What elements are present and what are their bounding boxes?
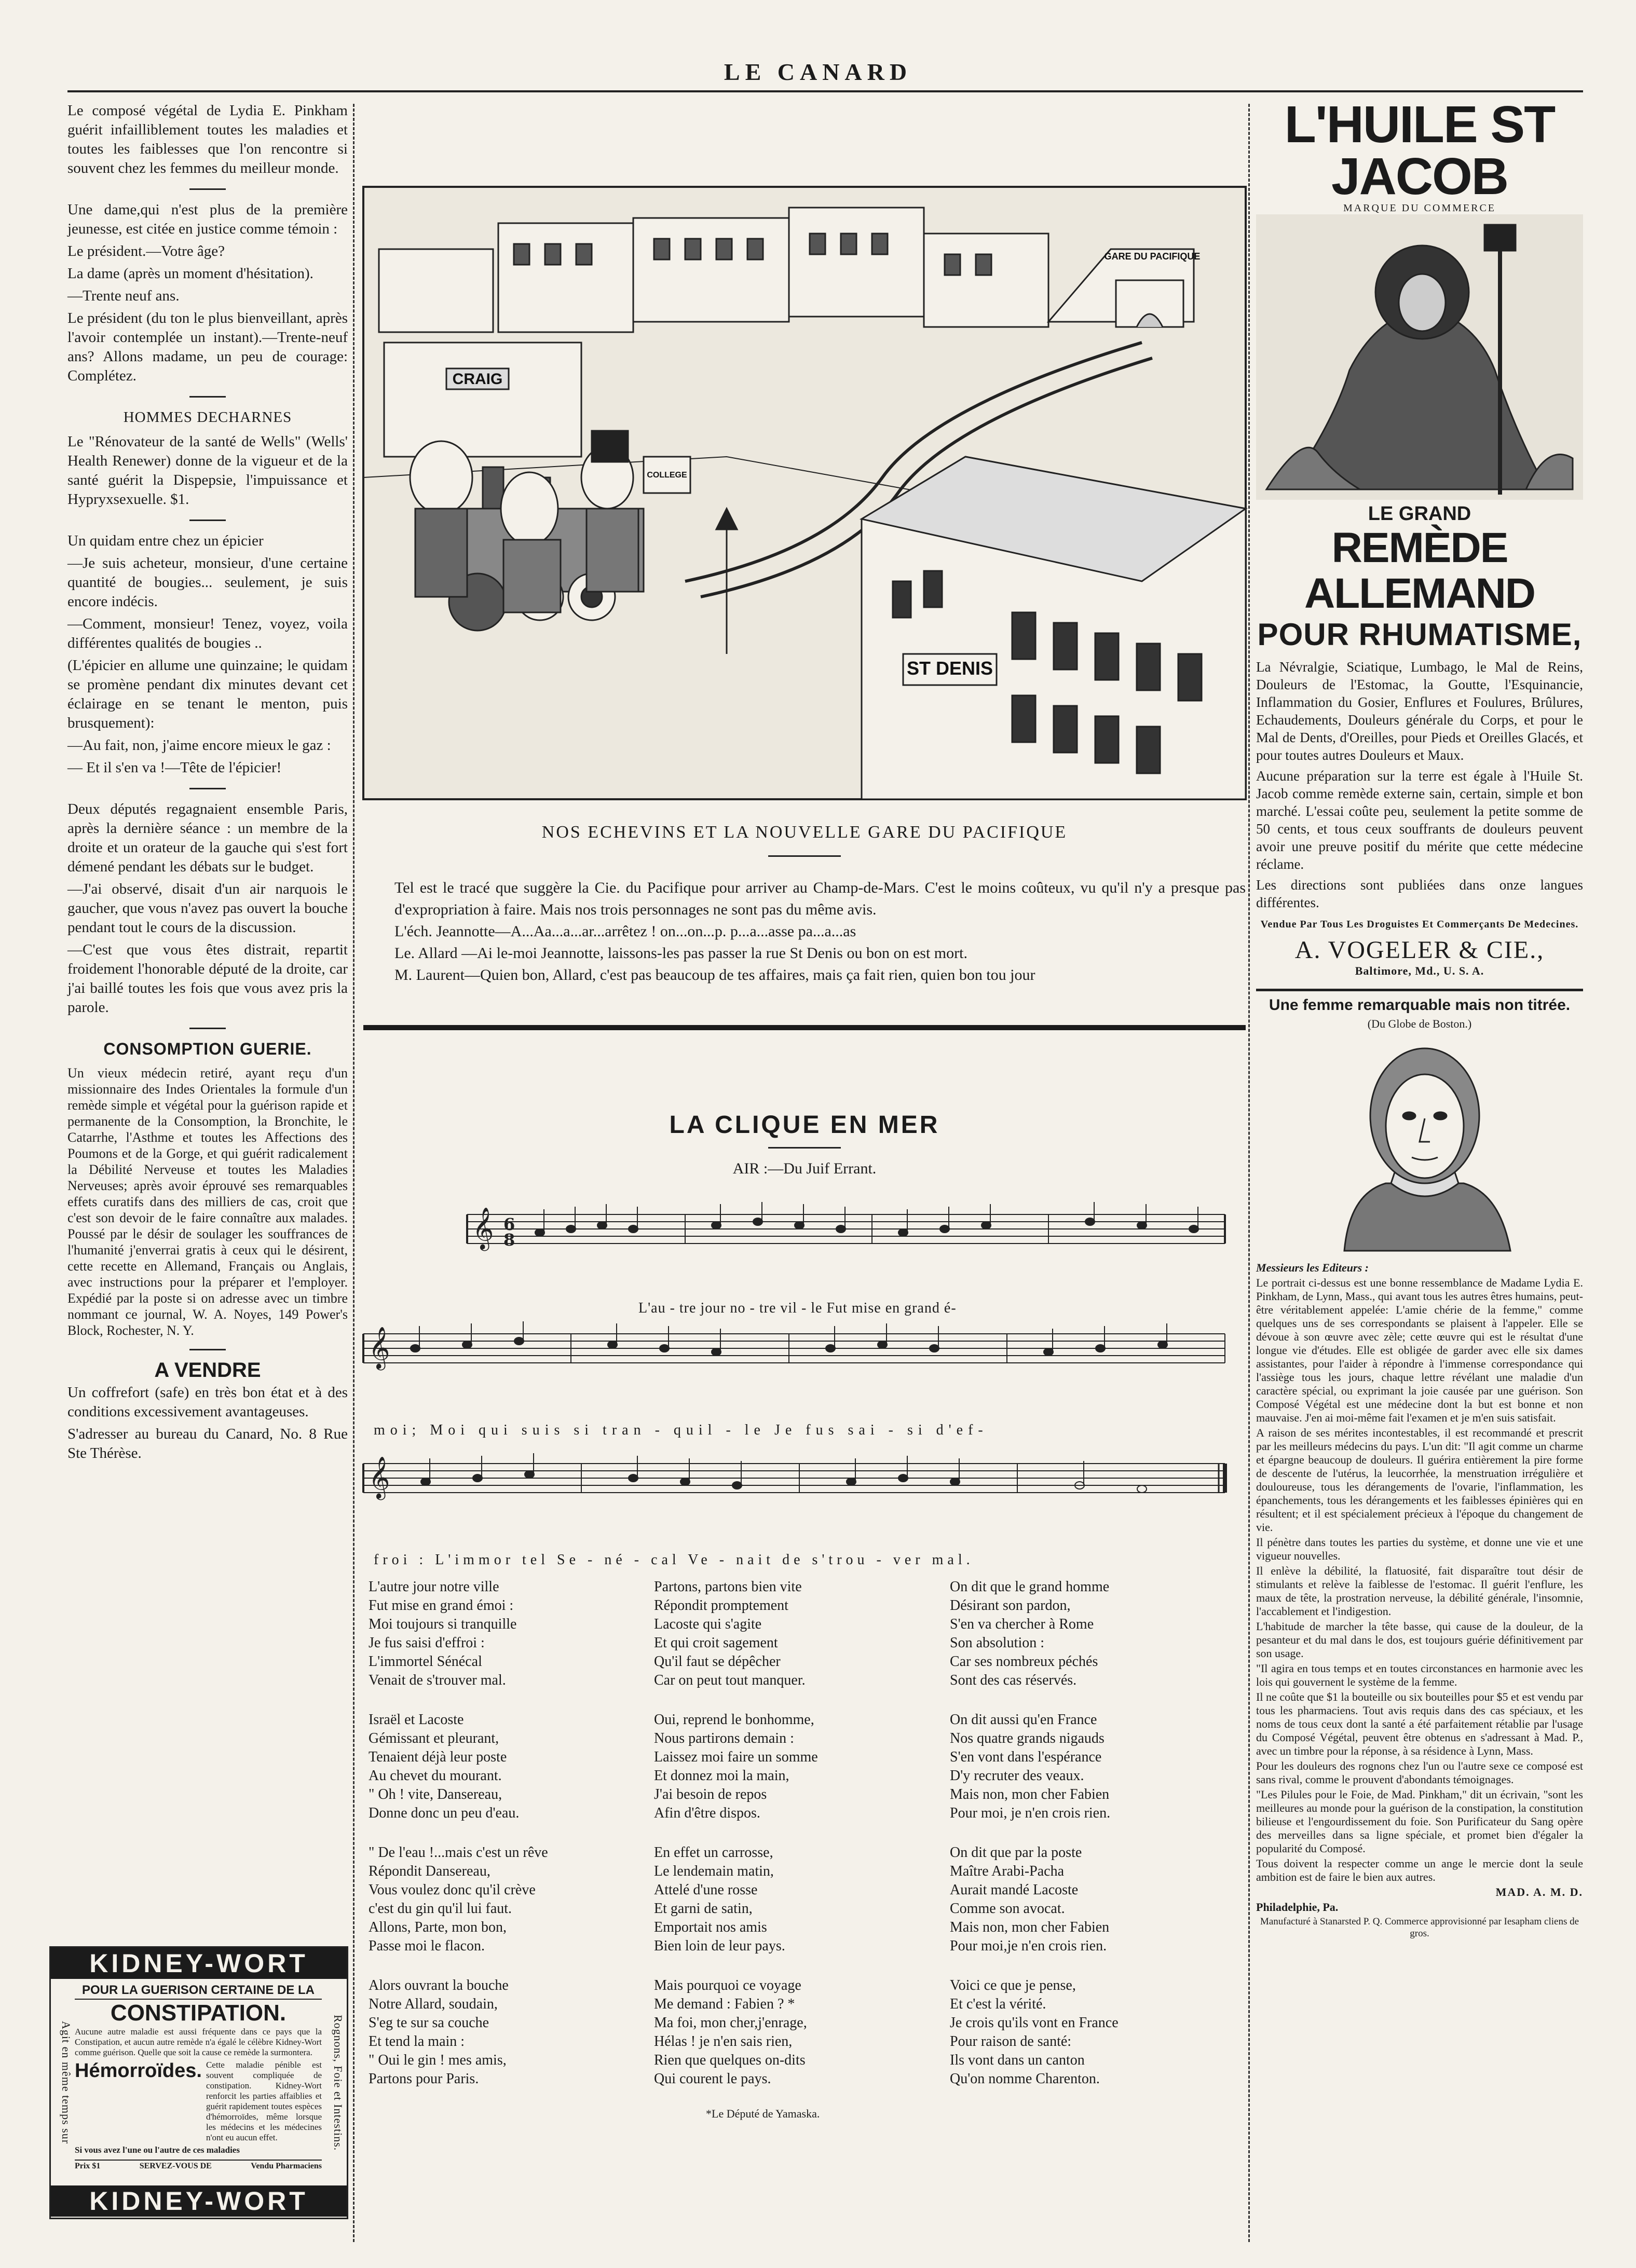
- st-jacob-le-grand: LE GRAND: [1368, 503, 1471, 525]
- stanza-line: Et c'est la vérité.: [950, 1996, 1046, 2012]
- stanza-line: S'en va chercher à Rome: [950, 1616, 1094, 1632]
- deputes-paragraph: Deux députés regagnaient ensemble Paris, après la dernière séance : un membre de la droite et un orateur de la gauche qui s'est fort démené pendant les débats sur le budget.: [67, 801, 348, 875]
- femme-paragraph: L'habitude de marcher la tête basse, qui cause de la douleur, de la pesanteur et du mal dans le dos, est toujours guérie définitivement par son usage.: [1256, 1620, 1583, 1660]
- song-stanza: [654, 1711, 945, 1823]
- stanza-line: Donne donc un peu d'eau.: [369, 1805, 520, 1821]
- stanza-line: Sont des cas réservés.: [950, 1672, 1077, 1688]
- stanza-line: Fut mise en grand émoi :: [369, 1597, 514, 1614]
- stanza-line: Désirant son pardon,: [950, 1597, 1071, 1614]
- dame-paragraph: Le président (du ton le plus bienveillant, après l'avoir contemplée un instant).—Trente-neuf ans? Allons madame, un peu de courage: Complétez.: [67, 310, 348, 384]
- kidney-wort-side-text: Rognons, Foie et Intestins.: [332, 2014, 345, 2151]
- quidam-paragraph: —Comment, monsieur! Tenez, voyez, voila différentes qualités de bougies ..: [67, 616, 348, 651]
- stanza-line: Comme son avocat.: [950, 1901, 1065, 1917]
- svg-text:𝄞: 𝄞: [369, 1326, 390, 1369]
- femme-salute: Messieurs les Editeurs :: [1256, 1261, 1369, 1274]
- dame-paragraph: —Trente neuf ans.: [67, 288, 180, 304]
- kidney-wort-ad: [49, 1946, 348, 2219]
- kidney-wort-vendu: Vendu Pharmaciens: [251, 2162, 322, 2170]
- stanza-line: c'est du gin qu'il lui faut.: [369, 1901, 512, 1917]
- femme-paragraph: A raison de ses mérites incontestables, il est recommandé et prescrit par les meilleurs médecins du pays. L'un dit: "Il agit comme un charme et épargne beaucoup de douleurs. Il guérira entièrement la pire forme de descente de l'utérus, la leucorrhée, la menstruation irrégulière et douloureuse, tous les dérangements de l'ovarie, l'inflammation, les épanchements, tous les dérangements et les faiblesses épinières qui en résultent; et il est spécialement précieux à l'époque du changement de vie.: [1256, 1426, 1583, 1534]
- quidam-paragraph: —Au fait, non, j'aime encore mieux le gaz :: [67, 737, 331, 754]
- kidney-wort-banner: KIDNEY-WORT: [51, 2185, 347, 2217]
- stanza-line: D'y recruter des veaux.: [950, 1768, 1084, 1784]
- kidney-wort-hemorroides: Hémorroïdes.: [75, 2060, 202, 2082]
- stanza-line: Je fus saisi d'effroi :: [369, 1635, 485, 1651]
- femme-paragraph: Pour les douleurs des rognons chez l'un ou l'autre sexe ce composé est sans rival, comme le prouvent d'abondants témoignages.: [1256, 1759, 1583, 1786]
- svg-text:𝄞: 𝄞: [369, 1456, 390, 1498]
- song-title-rule: [768, 1147, 841, 1149]
- verse-column-2: [654, 1578, 945, 2109]
- stanza-line: " De l'eau !...mais c'est un rêve: [369, 1845, 548, 1861]
- short-rule: [189, 396, 226, 398]
- stanza-line: Le lendemain matin,: [654, 1863, 774, 1879]
- stanza-line: Bien loin de leur pays.: [654, 1938, 785, 1954]
- stanza-line: Pour moi, je n'en crois rien.: [950, 1805, 1111, 1821]
- stanza-line: Et donnez moi la main,: [654, 1768, 789, 1784]
- stanza-line: On dit aussi qu'en France: [950, 1712, 1097, 1728]
- st-jacob-remede: REMÈDE ALLEMAND: [1304, 524, 1535, 617]
- song-stanza: [369, 1976, 638, 2088]
- stanza-line: Oui, reprend le bonhomme,: [654, 1712, 814, 1728]
- verse-column-1: [369, 1578, 638, 2109]
- kidney-wort-servez: SERVEZ-VOUS DE: [139, 2162, 212, 2170]
- stanza-line: Car ses nombreux péchés: [950, 1654, 1098, 1670]
- caption-rule: [768, 855, 841, 857]
- stanza-line: Mais non, mon cher Fabien: [950, 1919, 1110, 1935]
- stanza-line: Pour raison de santé:: [950, 2033, 1072, 2050]
- st-jacob-title: L'HUILE ST JACOB: [1284, 95, 1555, 206]
- short-rule: [189, 520, 226, 521]
- avendre-heading: A VENDRE: [154, 1359, 261, 1382]
- short-rule: [189, 1349, 226, 1350]
- stanza-line: L'autre jour notre ville: [369, 1579, 499, 1595]
- short-rule: [189, 788, 226, 789]
- quidam-paragraph: — Et il s'en va !—Tête de l'épicier!: [67, 759, 282, 776]
- stanza-line: On dit que par la poste: [950, 1845, 1082, 1861]
- song-stanza: [369, 1843, 638, 1956]
- stanza-line: S'en vont dans l'espérance: [950, 1749, 1102, 1765]
- monk-figure: [1256, 214, 1583, 500]
- st-jacob-paragraph: Aucune préparation sur la terre est égale à l'Huile St. Jacob comme remède externe sain, certain, simple et bon marché. L'essai coûte peu, seulement la petite somme de 50 cents, et tous ceux souffrants de douleurs peuvent avoir une preuve positif du mérite que cette médecine réclame.: [1256, 768, 1583, 872]
- quidam-paragraph: —Je suis acheteur, monsieur, d'une certaine quantité de bougies... seulement, je suis encore indécis.: [67, 555, 348, 610]
- masthead: LE CANARD: [724, 59, 912, 85]
- column-divider: [1248, 104, 1250, 2242]
- dame-paragraph: La dame (après un moment d'hésitation).: [67, 265, 313, 282]
- left-column: [67, 101, 348, 1466]
- stanza-line: Gémissant et pleurant,: [369, 1730, 499, 1746]
- short-rule: [189, 188, 226, 190]
- quidam-paragraph: (L'épicier en allume une quinzaine; le quidam se promène pendant dix minutes devant cet éclairage en se tenant le menton, puis brusquement):: [67, 657, 348, 731]
- stanza-line: Passe moi le flacon.: [369, 1938, 485, 1954]
- consomption-heading: CONSOMPTION GUERIE.: [103, 1040, 312, 1058]
- stanza-line: Lacoste qui s'agite: [654, 1616, 762, 1632]
- stanza-line: Attelé d'une rosse: [654, 1882, 758, 1898]
- stanza-line: Moi toujours si tranquille: [369, 1616, 517, 1632]
- dialogue-line: M. Laurent—Quien bon, Allard, c'est pas beaucoup de tes affaires, mais ça fait rien, quien bon tou jour: [394, 966, 1035, 983]
- dialogue-line: Le. Allard —Ai le-moi Jeannotte, laissons-les pas passer la rue St Denis ou bon on est mort.: [394, 945, 967, 962]
- stanza-line: Et qui croit sagement: [654, 1635, 778, 1651]
- cartoon-caption: NOS ECHEVINS ET LA NOUVELLE GARE DU PACIFIQUE: [541, 823, 1068, 842]
- stanza-line: Israël et Lacoste: [369, 1712, 464, 1728]
- kidney-wort-text: Cette maladie pénible est souvent compliquée de constipation. Kidney-Wort renforcit les parties affaiblies et guérit rapidement toutes espèces d'hémorroïdes, même lorsque les médecins et les médecines n'ont eu aucun effet.: [206, 2060, 322, 2142]
- stanza-line: Au chevet du mourant.: [369, 1768, 502, 1784]
- stanza-line: Et garni de satin,: [654, 1901, 753, 1917]
- stanza-line: Son absolution :: [950, 1635, 1045, 1651]
- st-jacob-illustration: [1256, 214, 1583, 500]
- stanza-line: Je crois qu'ils vont en France: [950, 2015, 1119, 2031]
- stanza-line: Répondit promptement: [654, 1597, 788, 1614]
- avendre-paragraph: S'adresser au bureau du Canard, No. 8 Rue Ste Thérèse.: [67, 1426, 348, 1461]
- lyric-line-3: froi : L'immor tel Se - né - cal Ve - nait de s'trou - ver mal.: [374, 1552, 974, 1568]
- dialogue-line: L'éch. Jeannotte—A...Aa...a...ar...arrêtez ! on...on...p. p...a...asse pa...a...as: [394, 923, 856, 940]
- stanza-line: S'eg te sur sa couche: [369, 2015, 489, 2031]
- sign-craig: CRAIG: [452, 371, 503, 388]
- stanza-line: Mais pourquoi ce voyage: [654, 1977, 801, 1993]
- deputes-paragraph: —J'ai observé, disait d'un air narquois le gaucher, que vous n'avez pas ouvert la bouche pendant tout le cours de la discussion.: [67, 881, 348, 936]
- stanza-line: Pour moi,je n'en crois rien.: [950, 1938, 1107, 1954]
- song-stanza: [654, 1976, 945, 2088]
- song-stanza: [950, 1976, 1240, 2088]
- stanza-line: Qui courent le pays.: [654, 2071, 771, 2087]
- song-stanza: [950, 1843, 1240, 1956]
- stanza-line: Mais non, mon cher Fabien: [950, 1786, 1110, 1802]
- cartoon-dialogue: [363, 877, 1246, 986]
- st-jacob-vogeler: A. VOGELER & CIE.,: [1294, 936, 1545, 964]
- hommes-heading: HOMMES DECHARNES: [123, 409, 292, 426]
- st-jacob-ad: [1256, 95, 1583, 978]
- stanza-line: Car on peut tout manquer.: [654, 1672, 806, 1688]
- stanza-line: Notre Allard, soudain,: [369, 1996, 498, 2012]
- song-stanza: [950, 1711, 1240, 1823]
- stanza-line: Alors ouvrant la bouche: [369, 1977, 509, 1993]
- stanza-line: Maître Arabi-Pacha: [950, 1863, 1065, 1879]
- stanza-line: Aurait mandé Lacoste: [950, 1882, 1079, 1898]
- stanza-line: Répondit Dansereau,: [369, 1863, 490, 1879]
- kidney-wort-heading: POUR LA GUERISON CERTAINE DE LA: [75, 1983, 322, 2000]
- svg-text:𝄞: 𝄞: [472, 1207, 494, 1249]
- dialogue-paragraph: Tel est le tracé que suggère la Cie. du Pacifique pour arriver au Champ-de-Mars. C'est le moins coûteux, vu qu'il n'y a presque pas d'expropriation à faire. Mais nos trois personnages ne sont pas du même avis.: [394, 879, 1246, 918]
- stanza-line: Hélas ! je n'en sais rien,: [654, 2033, 793, 2050]
- stanza-line: Afin d'être dispos.: [654, 1805, 760, 1821]
- stanza-line: J'ai besoin de repos: [654, 1786, 767, 1802]
- stanza-line: En effet un carrosse,: [654, 1845, 773, 1861]
- dame-paragraph: Le président.—Votre âge?: [67, 243, 225, 259]
- stanza-line: Partons, partons bien vite: [654, 1579, 802, 1595]
- stanza-line: Nos quatre grands nigauds: [950, 1730, 1105, 1746]
- femme-paragraph: Tous doivent la respecter comme un ange le mercie dont la seule ambition est de faire le bien aux autres.: [1256, 1857, 1583, 1883]
- avendre-paragraph: Un coffrefort (safe) en très bon état et à des conditions excessivement avantageuses.: [67, 1384, 348, 1420]
- femme-title: Une femme remarquable mais non titrée.: [1269, 996, 1571, 1014]
- femme-manufacture: Manufacturé à Stanarsted P. Q. Commerce approvisionné par Iesapham cliens de gros.: [1260, 1916, 1579, 1939]
- stanza-line: Partons pour Paris.: [369, 2071, 479, 2087]
- cartoon-illustration: [363, 187, 1246, 799]
- song-stanza: [369, 1578, 638, 1690]
- kidney-wort-banner: KIDNEY-WORT: [51, 1948, 347, 1979]
- stanza-line: Rien que quelques on-dits: [654, 2052, 806, 2068]
- stanza-line: Venait de s'trouver mal.: [369, 1672, 506, 1688]
- dame-paragraph: Une dame,qui n'est plus de la première jeunesse, est citée en justice comme témoin :: [67, 201, 348, 237]
- stanza-line: Voici ce que je pense,: [950, 1977, 1076, 1993]
- st-jacob-pour: POUR RHUMATISME,: [1257, 617, 1582, 652]
- kidney-wort-footer: [75, 2160, 322, 2171]
- femme-source: (Du Globe de Boston.): [1367, 1017, 1472, 1030]
- st-jacob-paragraph: Les directions sont publiées dans onze langues différentes.: [1256, 877, 1583, 910]
- pinkham-portrait: [1313, 1038, 1536, 1256]
- stanza-line: Allons, Parte, mon bon,: [369, 1919, 507, 1935]
- svg-text:8: 8: [503, 1230, 515, 1250]
- st-jacob-vendue: Vendue Par Tous Les Droguistes Et Commerçants De Medecines.: [1260, 919, 1579, 930]
- femme-paragraph: Il ne coûte que $1 la bouteille ou six bouteilles pour $5 et est vendu par tous les pharmaciens. Tout avis requis dans des cas spéciaux, et les noms de tous ceux dont la santé a été parfaitement rétablie par l'usage du Composé Végétal, peuvent être obtenus en s'adressant à Mad. P., avec un timbre pour la réponse, à sa résidence à Lynn, Mass.: [1256, 1690, 1583, 1757]
- femme-paragraph: "Il agira en tous temps et en toutes circonstances en harmonie avec les lois qui gouvernent le système de la femme.: [1256, 1662, 1583, 1688]
- song-stanza: [654, 1843, 945, 1956]
- stanza-line: Laissez moi faire un somme: [654, 1749, 818, 1765]
- kidney-wort-body: [75, 1983, 322, 2180]
- portrait-drawing: [1313, 1038, 1536, 1256]
- stanza-line: Emportait nos amis: [654, 1919, 767, 1935]
- st-jacob-baltimore: Baltimore, Md., U. S. A.: [1355, 964, 1484, 977]
- stanza-line: " Oh ! vite, Dansereau,: [369, 1786, 502, 1802]
- song-footnote: *Le Député de Yamaska.: [706, 2107, 820, 2120]
- top-rule: [67, 90, 1583, 92]
- st-jacob-paragraph: La Névralgie, Sciatique, Lumbago, le Mal de Reins, Douleurs de l'Estomac, la Goutte, l'Esquinancie, Inflammation du Gosier, Enflures et Foulures, Brûlures, Echaudements, Douleurs générale du Corps, et pour le Mal de Dents, d'Oreilles, pour Pieds et Oreilles Glacés, et pour toutes autres Douleurs et Maux.: [1256, 659, 1583, 763]
- femme-paragraph: "Les Pilules pour le Foie, de Mad. Pinkham," dit un écrivain, "sont les meilleures au monde pour la guérison de la constipation, la constitution bilieuse et l'engourdissement du foie. Son Purificateur du Sang opère des merveilles dans sa ligne spéciale, et promet bien d'égaler la popularité du Composé.: [1256, 1788, 1583, 1855]
- femme-place: Philadelphie, Pa.: [1256, 1901, 1339, 1914]
- kidney-wort-side-text: Agit en même temps sur: [60, 2021, 73, 2144]
- song-stanza: [369, 1711, 638, 1823]
- femme-body: [1256, 1261, 1583, 1941]
- short-rule: [189, 1028, 226, 1029]
- stanza-line: Nous partirons demain :: [654, 1730, 794, 1746]
- quidam-paragraph: Un quidam entre chez un épicier: [67, 532, 264, 549]
- deputes-paragraph: —C'est que vous êtes distrait, repartit froidement l'honorable député de la droite, car j'ai baillé toutes les fois que vous avez pris la parole.: [67, 941, 348, 1016]
- lyric-line-1: L'au - tre jour no - tre vil - le Fut mise en grand é-: [638, 1300, 957, 1316]
- stanza-line: Ils vont dans un canton: [950, 2052, 1085, 2068]
- right-column-rule: [1256, 989, 1583, 991]
- song-stanza: [950, 1578, 1240, 1690]
- consomption-paragraph: Un vieux médecin retiré, ayant reçu d'un missionnaire des Indes Orientales la formule d'un remède simple et végétal pour la guérison rapide et permanente de la Consomption, la Bronchite, le Catarrhe, l'Asthme et toutes les Affections des Poumons et de la Gorge, et qui guérit radicalement la Débilité Nerveuse et toutes les Maladies Nerveuses; après avoir éprouvé ses remarquables effets curatifs dans des milliers de cas, croit que c'est son devoir de le faire connaître aux malades. Poussé par le désir de soulager les souffrances de l'humanité j'enverrai gratis à ceux qui le désirent, cette recette en Allemand, Français ou Anglais, avec instructions pour la préparer et l'employer. Expédié par la poste si on adresse avec un timbre nommant ce journal, W. A. Noyes, 149 Power's Block, Rochester, N. Y.: [67, 1065, 348, 1338]
- st-jacob-trademark: MARQUE DU COMMERCE: [1343, 202, 1496, 214]
- kidney-wort-text: Si vous avez l'une ou l'autre de ces maladies: [75, 2145, 240, 2155]
- femme-paragraph: Le portrait ci-dessus est une bonne ressemblance de Madame Lydia E. Pinkham, de Lynn, Mass., qui avant tous les autres êtres humains, peut-être véritablement appelée: L'amie chérie de la femme," comme quelques uns de ses correspondants se plaisent à l'appeler. Elle se dévoue à son œuvre avec zèle; cette œuvre qui est le résultat d'une longue vie d'études. Elle est obligée de garder avec elle six dames assistantes, pour l'aider à répondre à l'immense correspondance qui l'assiège tous les jours, chaque lettre révélant une maladie d'un caractère spécial, ou exprimant la joie causée par une guérison. Son Composé Végétal est une médecine dont la but est bonne et non mauvaise. J'en ai moi-même fait l'examen et je m'en suis satisfait.: [1256, 1276, 1583, 1424]
- lyric-line-2: moi; Moi qui suis si tran - quil - le Je fus sai - si d'ef-: [374, 1422, 988, 1438]
- stanza-line: L'immortel Sénécal: [369, 1654, 482, 1670]
- lydia-paragraph: Le composé végétal de Lydia E. Pinkham guérit infailliblement toutes les maladies et toutes les faiblesses que l'on rencontre si souvent chez les femmes du meilleur monde.: [67, 102, 348, 176]
- stanza-line: Qu'il faut se dépêcher: [654, 1654, 781, 1670]
- stanza-line: On dit que le grand homme: [950, 1579, 1110, 1595]
- femme-paragraph: Il enlève la débilité, la flatuosité, fait disparaître tout désir de stimulants et relève la faiblesse de l'estomac. Il guérit l'enflure, les maux de tête, la prostration nerveuse, la débilité générale, l'insomnie, l'accablement et l'indigestion.: [1256, 1564, 1583, 1618]
- stanza-line: Qu'on nomme Charenton.: [950, 2071, 1100, 2087]
- hommes-paragraph: Le "Rénovateur de la santé de Wells" (Wells' Health Renewer) donne de la vigueur et de la santé guérit la Dispepsie, l'impuissance et Hypryxsexuelle. $1.: [67, 433, 348, 508]
- song-air: AIR :—Du Juif Errant.: [732, 1160, 877, 1177]
- stanza-line: Ma foi, mon cher,j'enrage,: [654, 2015, 807, 2031]
- column-divider: [353, 104, 355, 2242]
- kidney-wort-text: Aucune autre maladie est aussi fréquente dans ce pays que la Constipation, et aucun autre remède n'a égalé le célèbre Kidney-Wort comme guérison. Quelle que soit la cause ce remède la surmontera.: [75, 2027, 322, 2057]
- verse-column-3: [950, 1578, 1240, 2109]
- song-title: LA CLIQUE EN MER: [669, 1111, 940, 1139]
- section-rule: [363, 1025, 1246, 1030]
- cartoon-drawing: [363, 187, 1246, 799]
- st-jacob-body: [1256, 658, 1583, 911]
- kidney-wort-price: Prix $1: [75, 2162, 101, 2170]
- stanza-line: Vous voulez donc qu'il crève: [369, 1882, 536, 1898]
- sign-st-denis: ST DENIS: [906, 658, 993, 679]
- svg-text:6: 6: [503, 1214, 515, 1234]
- stanza-line: " Oui le gin ! mes amis,: [369, 2052, 507, 2068]
- femme-signature: MAD. A. M. D.: [1495, 1886, 1583, 1898]
- kidney-wort-constipation: CONSTIPATION.: [110, 2000, 287, 2026]
- sign-college: COLLEGE: [647, 471, 687, 480]
- song-stanza: [654, 1578, 945, 1690]
- stanza-line: Tenaient déjà leur poste: [369, 1749, 507, 1765]
- stanza-line: Me demand : Fabien ? *: [654, 1996, 795, 2012]
- stanza-line: Et tend la main :: [369, 2033, 465, 2050]
- femme-paragraph: Il pénètre dans toutes les parties du système, et donne une vie et une vigueur nouvelles.: [1256, 1536, 1583, 1562]
- sign-gare: GARE DU PACIFIQUE: [1104, 251, 1201, 262]
